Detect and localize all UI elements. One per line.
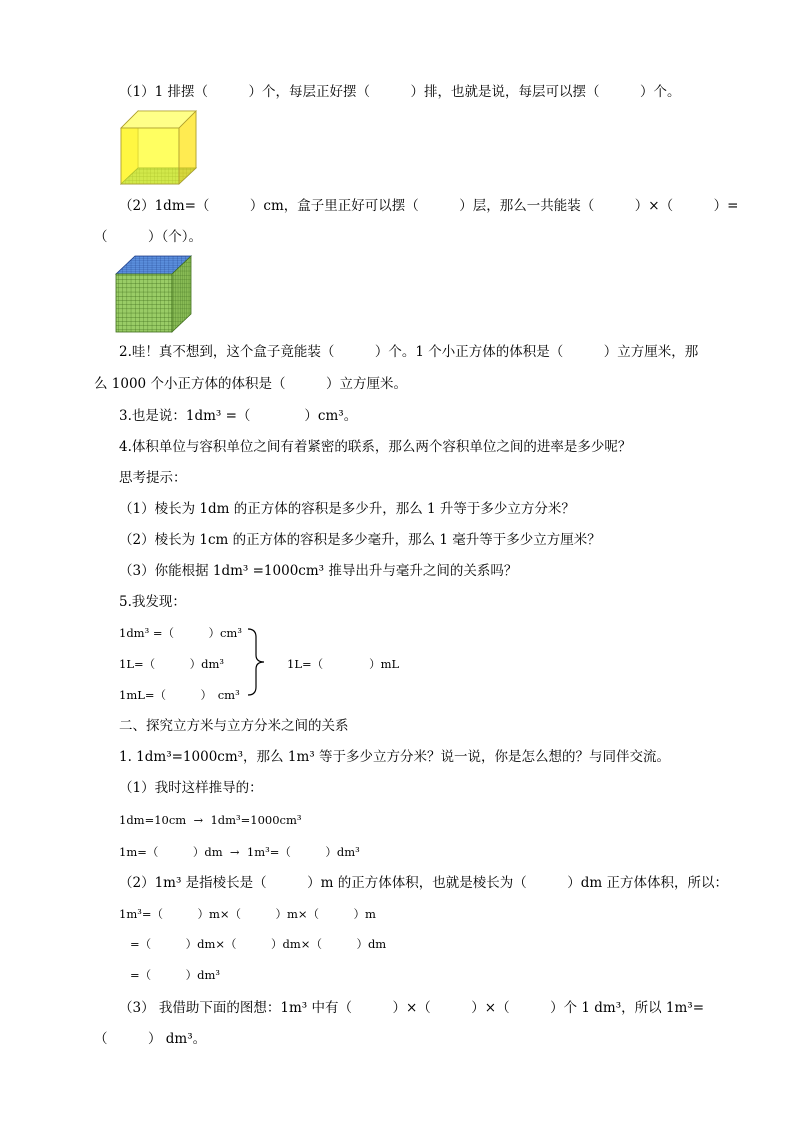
section-two-q1: 1. 1dm³=1000cm³，那么 1m³ 等于多少立方分米？说一说，你是怎么想的？与同伴交流。 (119, 749, 670, 765)
derivation-heading: （1）我时这样推导的： (119, 780, 263, 796)
discovery-heading: 5.我发现： (119, 594, 186, 610)
question-line-2: （2）1dm=（ ）cm，盒子里正好可以摆（ ）层，那么一共能装（ ）×（ ）= (119, 198, 739, 214)
question-line-7: 4.体积单位与容积单位之间有着紧密的联系，那么两个容积单位之间的进率是多少呢？ (119, 439, 632, 455)
calc-line-1: 1m³=（ ）m×（ ）m×（ ）m (119, 907, 376, 921)
derivation-line-1: 1dm=10cm → 1dm³=1000cm³ (119, 813, 302, 827)
question-line-1: （1）1 排摆（ ）个，每层正好摆（ ）排，也就是说，每层可以摆（ ）个。 (119, 84, 681, 100)
section-two-q3: （3） 我借助下面的图想：1m³ 中有（ ）×（ ）×（ ）个 1 dm³，所以 1m³= (119, 1000, 705, 1016)
derivation-line-2: 1m=（ ）dm → 1m³=（ ）dm³ (119, 845, 360, 859)
right-brace (245, 627, 267, 697)
green-cube-figure (114, 254, 194, 334)
question-line-6: 3.也是说：1dm³ =（ ）cm³。 (119, 408, 358, 424)
question-line-3: （ ）（个）。 (94, 229, 202, 245)
question-line-4: 2.哇！真不想到，这个盒子竟能装（ ）个。1 个小正方体的体积是（ ）立方厘米，那 (119, 344, 699, 360)
discovery-eq-3: 1L=（ ）mL (287, 657, 400, 671)
yellow-box-figure (118, 108, 200, 188)
hint-heading: 思考提示： (119, 470, 187, 486)
calc-line-3: =（ ）dm³ (130, 968, 221, 982)
discovery-eq-1: 1dm³ =（ ）cm³ (119, 626, 242, 640)
calc-line-2: =（ ）dm×（ ）dm×（ ）dm (130, 937, 387, 951)
discovery-eq-4: 1mL=（ ） cm³ (119, 688, 240, 702)
discovery-eq-2: 1L=（ ）dm³ (119, 657, 224, 671)
hint-line-2: （2）棱长为 1cm 的正方体的容积是多少毫升，那么 1 毫升等于多少立方厘米？ (119, 532, 601, 548)
section-two-heading: 二、探究立方米与立方分米之间的关系 (119, 718, 349, 734)
section-two-q2: （2）1m³ 是指棱长是（ ）m 的正方体体积，也就是棱长为（ ）dm 正方体体积，所以： (119, 875, 729, 891)
hint-line-3: （3）你能根据 1dm³ =1000cm³ 推导出升与毫升之间的关系吗？ (119, 563, 518, 579)
hint-line-1: （1）棱长为 1dm 的正方体的容积是多少升，那么 1 升等于多少立方分米？ (119, 501, 575, 517)
section-two-q3-cont: （ ） dm³。 (94, 1031, 207, 1047)
question-line-5: 么 1000 个小正方体的体积是（ ）立方厘米。 (94, 376, 407, 392)
